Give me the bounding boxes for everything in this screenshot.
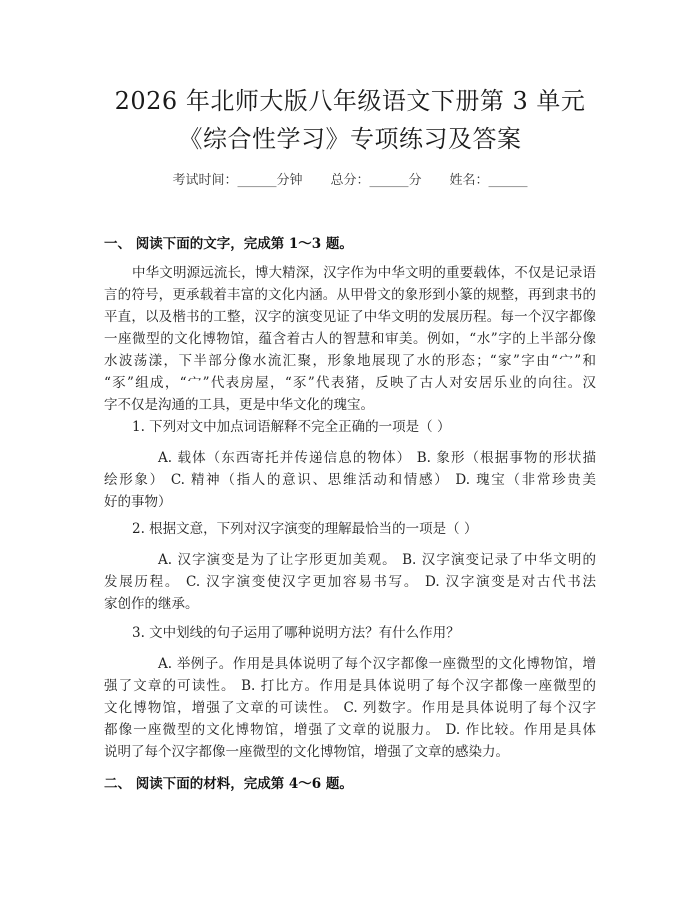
option-line: 都像一座微型的文化博物馆，增强了文章的说服力。 D. 作比较。作用是具体 <box>104 722 596 738</box>
document-title-line2: 《综合性学习》专项练习及答案 <box>178 125 522 153</box>
passage-line: 平直，以及楷书的工整，汉字的演变见证了中华文明的发展历程。每一个汉字都像 <box>104 309 596 325</box>
option-line: A. 汉字演变是为了让字形更加美观。 B. 汉字演变记录了中华文明的 <box>158 552 596 568</box>
section-1-heading: 一、 阅读下面的文字，完成第 1～3 题。 <box>104 236 353 252</box>
option-line: 绘形象） C. 精神（指人的意识、思维活动和情感） D. 瑰宝（非常珍贵美 <box>104 472 596 488</box>
option-line: 强了文章的可读性。 B. 打比方。作用是具体说明了每个汉字都像一座微型的 <box>104 678 596 694</box>
question-1-options <box>104 447 596 513</box>
question-1-stem: 1. 下列对文中加点词语解释不完全正确的一项是（ ） <box>132 419 451 435</box>
passage-line: 字不仅是沟通的工具，更是中华文化的瑰宝。 <box>104 397 374 413</box>
document-title-line1: 2026 年北师大版八年级语文下册第 3 单元 <box>114 87 586 115</box>
passage-line: “豕”组成，“宀”代表房屋，“豕”代表猪，反映了古人对安居乐业的向往。汉 <box>104 375 596 391</box>
option-line: 说明了每个汉字都像一座微型的文化博物馆，增强了文章的感染力。 <box>104 744 509 760</box>
passage-line: 言的符号，更承载着丰富的文化内涵。从甲骨文的象形到小篆的规整，再到隶书的 <box>104 287 596 303</box>
passage-line: 水波荡漾，下半部分像水流汇聚，形象地展现了水的形态；“家”字由“宀”和 <box>104 353 596 369</box>
student-name-field: 姓名：______ <box>449 173 528 188</box>
option-line: A. 载体（东西寄托并传递信息的物体） B. 象形（根据事物的形状描 <box>158 450 596 466</box>
section-1-passage <box>104 262 596 416</box>
question-2-stem: 2. 根据文意，下列对汉字演变的理解最恰当的一项是（ ） <box>132 521 478 537</box>
option-line: 文化博物馆，增强了文章的可读性。 C. 列数字。作用是具体说明了每个汉字 <box>104 700 596 716</box>
question-3-stem: 3. 文中划线的句子运用了哪种说明方法？有什么作用？ <box>132 625 460 641</box>
section-2-heading: 二、 阅读下面的材料，完成第 4～6 题。 <box>104 776 353 792</box>
passage-line: 一座微型的文化博物馆，蕴含着古人的智慧和审美。例如，“水”字的上半部分像 <box>104 331 596 347</box>
option-line: A. 举例子。作用是具体说明了每个汉字都像一座微型的文化博物馆，增 <box>158 656 596 672</box>
option-line: 好的事物） <box>104 494 172 510</box>
option-line: 发展历程。 C. 汉字演变使汉字更加容易书写。 D. 汉字演变是对古代书法 <box>104 574 596 590</box>
option-line: 家创作的继承。 <box>104 596 199 612</box>
passage-line: 中华文明源远流长，博大精深，汉字作为中华文明的重要载体，不仅是记录语 <box>132 265 596 281</box>
exam-info <box>0 169 700 188</box>
exam-time-field: 考试时间：______分钟 <box>172 173 303 188</box>
total-score-field: 总分：______分 <box>330 173 422 188</box>
question-2-options <box>104 549 596 615</box>
question-3-options <box>104 653 596 763</box>
